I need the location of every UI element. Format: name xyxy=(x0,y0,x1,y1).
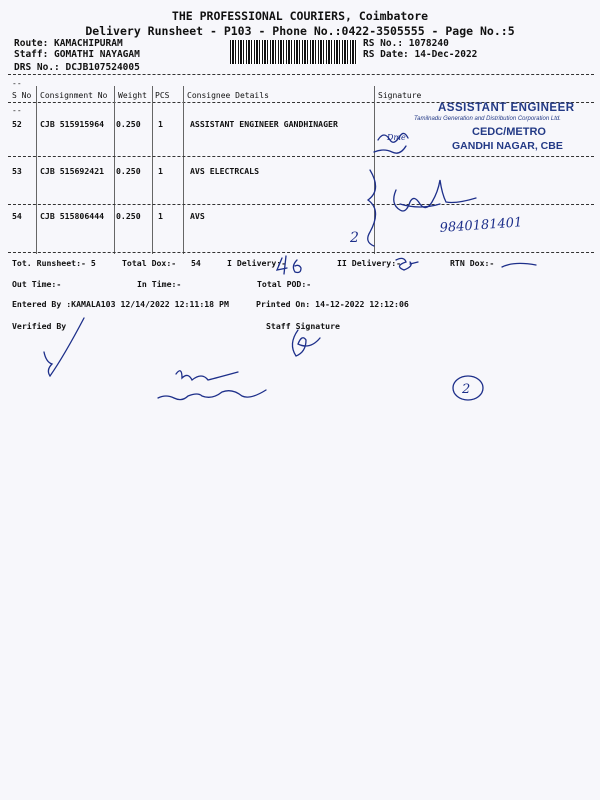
signature-scribble xyxy=(394,180,476,211)
ii-delivery-label: II Delivery:- xyxy=(337,258,402,268)
verified-by-label: Verified By xyxy=(12,321,67,331)
handwritten-text: Dme xyxy=(387,133,406,142)
printed-on: Printed On: 14-12-2022 12:12:06 xyxy=(256,299,409,309)
tot-runsheet: Tot. Runsheet:- 5 xyxy=(12,258,96,268)
row-consignee: ASSISTANT ENGINEER GANDHINAGER xyxy=(190,119,338,129)
total-dox-label: Total Dox:- xyxy=(122,258,177,268)
rtn-dox-label: RTN Dox:- xyxy=(450,258,495,268)
signature-scribble xyxy=(176,371,238,380)
handwritten-page-number: 2 xyxy=(462,382,471,397)
col-weight: Weight xyxy=(118,91,147,100)
in-time-label: In Time:- xyxy=(137,279,182,289)
out-time-label: Out Time:- xyxy=(12,279,62,289)
row-pcs: 1 xyxy=(158,211,163,221)
check-mark xyxy=(44,318,84,376)
page-title: THE PROFESSIONAL COURIERS, Coimbatore xyxy=(171,9,429,23)
handwritten-digit xyxy=(293,260,301,273)
row-consignee: AVS ELECTRCALS xyxy=(190,166,260,176)
row-weight: 0.250 xyxy=(116,166,141,176)
row-pcs: 1 xyxy=(158,119,163,129)
i-delivery-label: I Delivery:- xyxy=(227,258,287,268)
route-label: Route: KAMACHIPURAM xyxy=(14,38,123,49)
row-consignment: CJB 515806444 xyxy=(40,211,105,221)
row-weight: 0.250 xyxy=(116,119,141,129)
entered-by: Entered By :KAMALA103 12/14/2022 12:11:18 PM xyxy=(12,299,229,309)
stamp-line: ASSISTANT ENGINEER xyxy=(438,102,575,114)
row-sno: 53 xyxy=(12,166,22,176)
total-pod-label: Total POD:- xyxy=(257,279,312,289)
row-consignment: CJB 515692421 xyxy=(40,166,105,176)
drs-number: DRS No.: DCJB107524005 xyxy=(14,62,140,73)
rs-number: RS No.: 1078240 xyxy=(363,38,449,49)
handwritten-digit: 2 xyxy=(350,230,359,246)
row-sno: 54 xyxy=(12,211,22,221)
row-pcs: 1 xyxy=(158,166,163,176)
col-signature: Signature xyxy=(378,91,422,100)
handwritten-digit xyxy=(396,258,411,270)
col-consignment: Consignment No xyxy=(40,91,108,100)
dots: -- xyxy=(12,79,22,88)
handwritten-dash xyxy=(502,263,536,267)
stamp-line: Tamilnadu Generation and Distribution Corporation Ltd. xyxy=(414,116,561,122)
rs-date: RS Date: 14-Dec-2022 xyxy=(363,49,478,60)
row-consignment: CJB 515915964 xyxy=(40,119,105,129)
staff-signature-label: Staff Signature xyxy=(266,321,340,331)
stamp-line: CEDC/METRO xyxy=(472,126,546,138)
total-dox-value: 54 xyxy=(191,258,201,268)
signature-bracket xyxy=(368,170,376,246)
col-pcs: PCS xyxy=(155,91,170,100)
signature-scribble xyxy=(374,146,406,153)
dots: -- xyxy=(12,106,22,115)
col-consignee: Consignee Details xyxy=(187,91,269,100)
row-weight: 0.250 xyxy=(116,211,141,221)
stamp-line: GANDHI NAGAR, CBE xyxy=(452,140,563,152)
runsheet-subtitle: Delivery Runsheet - P103 - Phone No.:0422-3505555 - Page No.:5 xyxy=(85,24,515,38)
staff-label: Staff: GOMATHI NAYAGAM xyxy=(14,49,140,60)
signature-scribble xyxy=(292,330,320,356)
handwritten-phone: 9840181401 xyxy=(439,215,523,236)
signature-scribble xyxy=(158,390,266,400)
row-consignee: AVS xyxy=(190,211,205,221)
col-sno: S No xyxy=(12,91,32,100)
row-sno: 52 xyxy=(12,119,22,129)
